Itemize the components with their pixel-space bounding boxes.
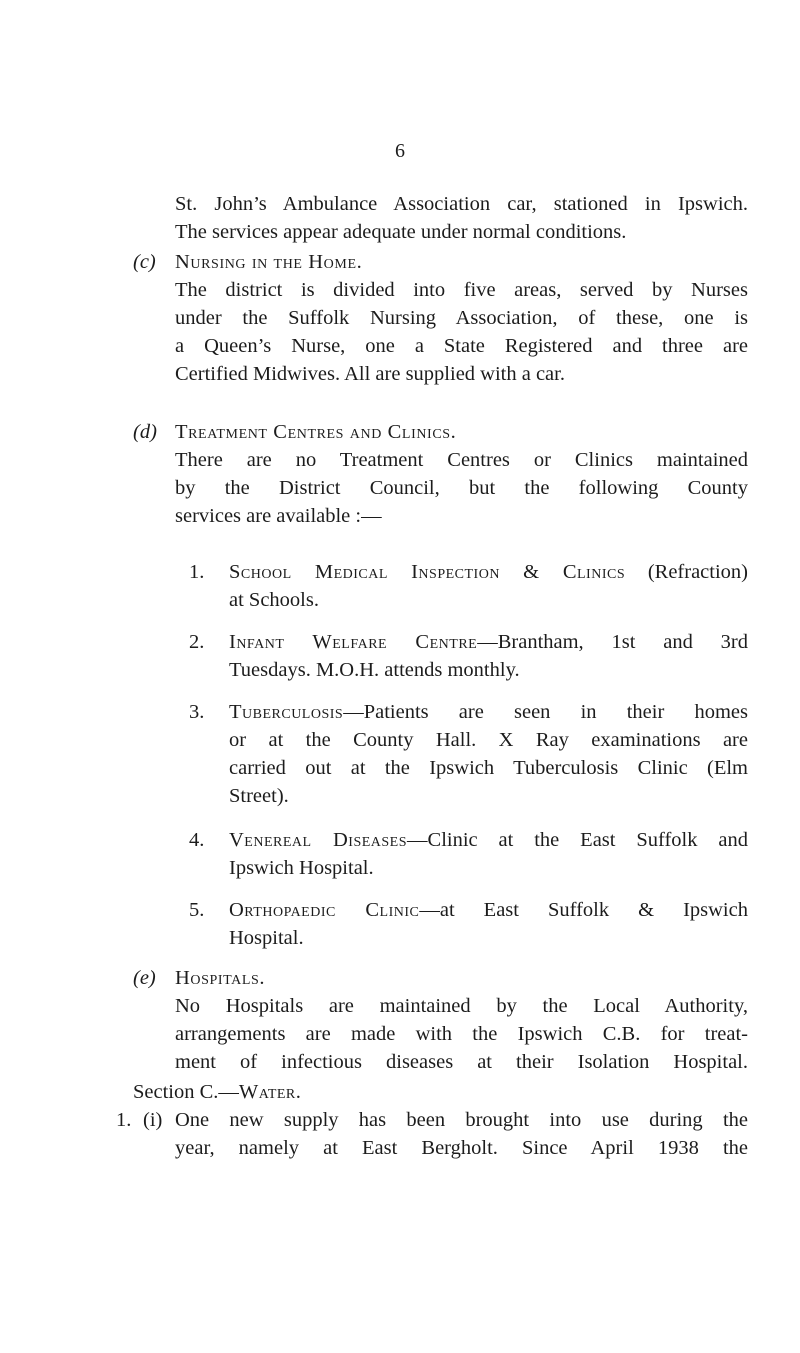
text-line: ment of infectious diseases at their Isolation Hospital. [175, 1051, 748, 1073]
water-item [175, 1106, 748, 1162]
list-item-number: 1. [189, 561, 205, 583]
text-line: carried out at the Ipswich Tuberculosis Clinic (Elm [229, 757, 748, 779]
section-c [175, 248, 748, 388]
list-item [229, 826, 748, 882]
list-item-number: 3. [189, 701, 205, 723]
section-e-heading: Hospitals. [175, 967, 266, 989]
text-line: or at the County Hall. X Ray examinations are [229, 729, 748, 751]
list-item [229, 698, 748, 810]
list-item-title: Venereal Diseases [229, 829, 408, 851]
text-line: a Queen’s Nurse, one a State Registered and three are [175, 335, 748, 357]
list-item-title: Tuberculosis [229, 701, 344, 723]
text-line: Street). [229, 785, 289, 807]
list-item-text: —at East Suffolk & Ipswich [419, 899, 748, 921]
list-item-text: —Patients are seen in their homes [343, 701, 748, 723]
text-line: services are available :— [175, 505, 382, 527]
water-item-marker: (i) [143, 1109, 163, 1131]
section-e-marker: (e) [133, 967, 156, 989]
list-item [229, 628, 748, 684]
list-item [229, 896, 748, 952]
list-item-number: 4. [189, 829, 205, 851]
list-item-title: Infant Welfare Centre [229, 631, 478, 653]
page-number: 6 [395, 140, 405, 162]
intro-paragraph [175, 190, 748, 246]
list-item-text: (Refraction) [625, 561, 748, 583]
list-item [229, 558, 748, 614]
text-line: St. John’s Ambulance Association car, stationed in Ipswich. [175, 193, 748, 215]
text-line: arrangements are made with the Ipswich C.B. for treat- [175, 1023, 748, 1045]
section-water-heading [133, 1078, 301, 1106]
text-line: by the District Council, but the following County [175, 477, 748, 499]
list-item-number: 5. [189, 899, 205, 921]
section-water-prefix: Section C.— [133, 1081, 239, 1103]
water-item-number: 1. [116, 1109, 132, 1131]
text-line: at Schools. [229, 589, 319, 611]
text-line: under the Suffolk Nursing Association, of these, one is [175, 307, 748, 329]
section-d-marker: (d) [133, 421, 157, 443]
list-item-text: —Brantham, 1st and 3rd [477, 631, 748, 653]
section-d [175, 418, 748, 530]
section-water-title: Water. [238, 1081, 302, 1103]
section-c-heading: Nursing in the Home. [175, 251, 363, 273]
text-line: The district is divided into five areas, served by Nurses [175, 279, 748, 301]
section-d-heading: Treatment Centres and Clinics. [175, 421, 457, 443]
section-c-marker: (c) [133, 251, 156, 273]
list-item-title: Orthopaedic Clinic [229, 899, 420, 921]
list-item-number: 2. [189, 631, 205, 653]
text-line: Hospital. [229, 927, 304, 949]
text-line: The services appear adequate under normal conditions. [175, 221, 627, 243]
text-line: No Hospitals are maintained by the Local Authority, [175, 995, 748, 1017]
text-line: Tuesdays. M.O.H. attends monthly. [229, 659, 520, 681]
section-e [175, 964, 748, 1076]
text-line: year, namely at East Bergholt. Since April 1938 the [175, 1137, 748, 1159]
text-line: There are no Treatment Centres or Clinics maintained [175, 449, 748, 471]
text-line: One new supply has been brought into use during the [175, 1109, 748, 1131]
text-line: Certified Midwives. All are supplied with a car. [175, 363, 565, 385]
list-item-text: —Clinic at the East Suffolk and [407, 829, 748, 851]
text-line: Ipswich Hospital. [229, 857, 374, 879]
list-item-title: School Medical Inspection & Clinics [229, 561, 626, 583]
